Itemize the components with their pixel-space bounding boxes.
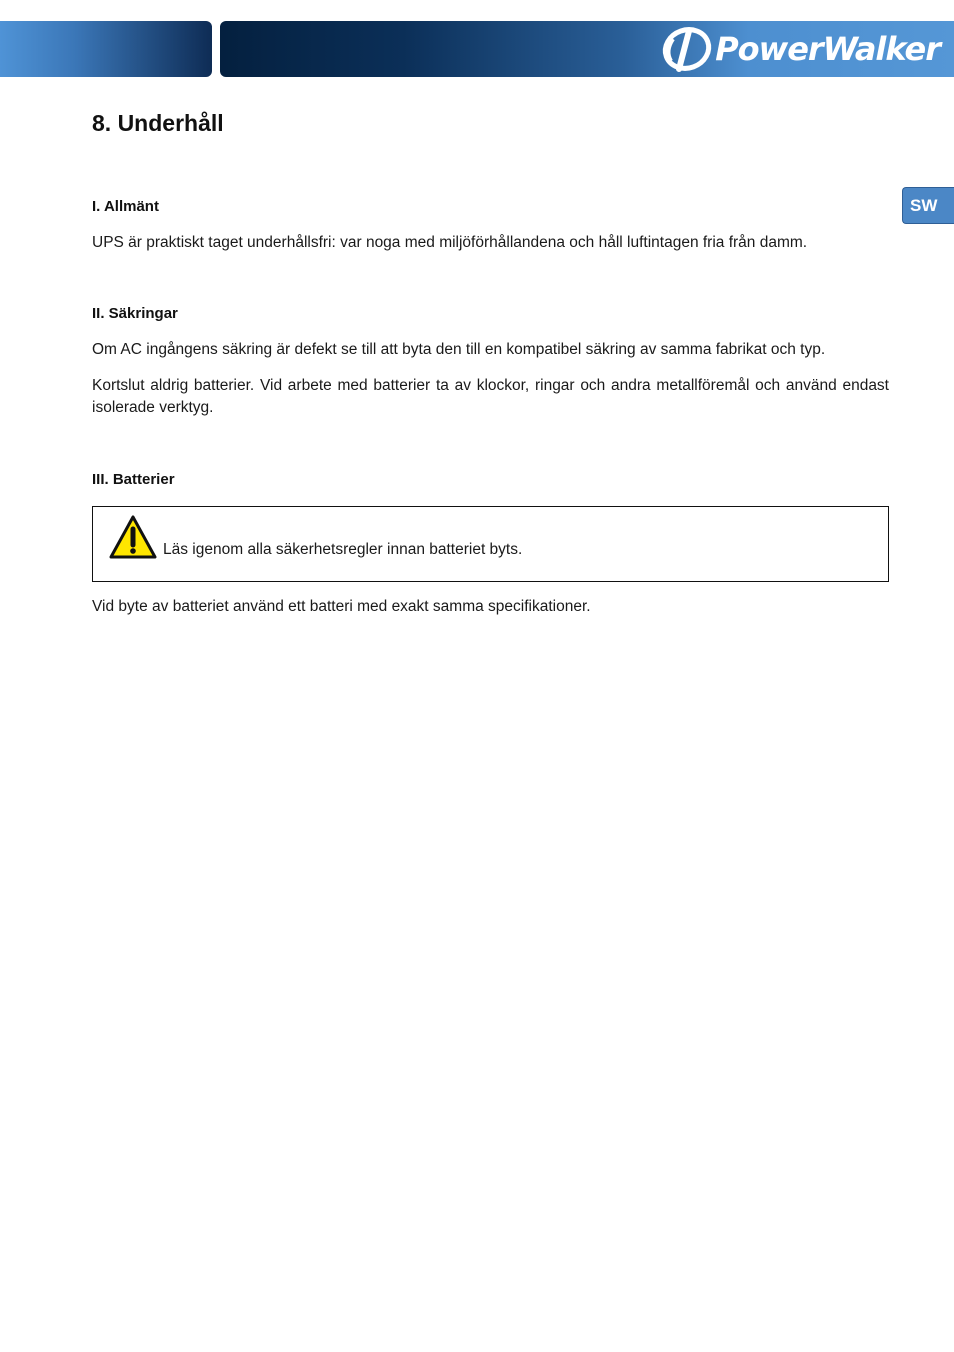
paragraph-general: UPS är praktiskt taget underhållsfri: var noga med miljöförhållandena och håll luftintagen fria från damm. [92, 234, 808, 251]
header-band-right [220, 21, 954, 77]
section-heading-general: I. Allmänt [92, 198, 159, 215]
paragraph-battery-replacement: Vid byte av batteriet använd ett batteri med exakt samma specifikationer. [92, 598, 591, 615]
page-title: 8. Underhåll [92, 110, 224, 136]
header-band-left [0, 21, 212, 77]
language-tab[interactable]: SW [902, 187, 954, 224]
powerwalker-logo-icon [659, 25, 717, 73]
warning-triangle-icon [108, 514, 158, 560]
paragraph-fuse-replacement: Om AC ingångens säkring är defekt se till att byta den till en kompatibel säkring av samma fabrikat och typ. [92, 341, 826, 358]
section-heading-batteries: III. Batterier [92, 471, 175, 488]
brand-logo [659, 25, 940, 73]
paragraph-battery-shortcircuit: Kortslut aldrig batterier. Vid arbete med batterier ta av klockor, ringar och andra metallföremål och använd endast isolerade verktyg. [92, 377, 889, 416]
warning-text: Läs igenom alla säkerhetsregler innan batteriet byts. [163, 541, 523, 558]
warning-box [92, 506, 889, 582]
brand-name: PowerWalker [715, 30, 940, 68]
page-header [0, 21, 954, 78]
section-heading-fuses: II. Säkringar [92, 305, 178, 322]
